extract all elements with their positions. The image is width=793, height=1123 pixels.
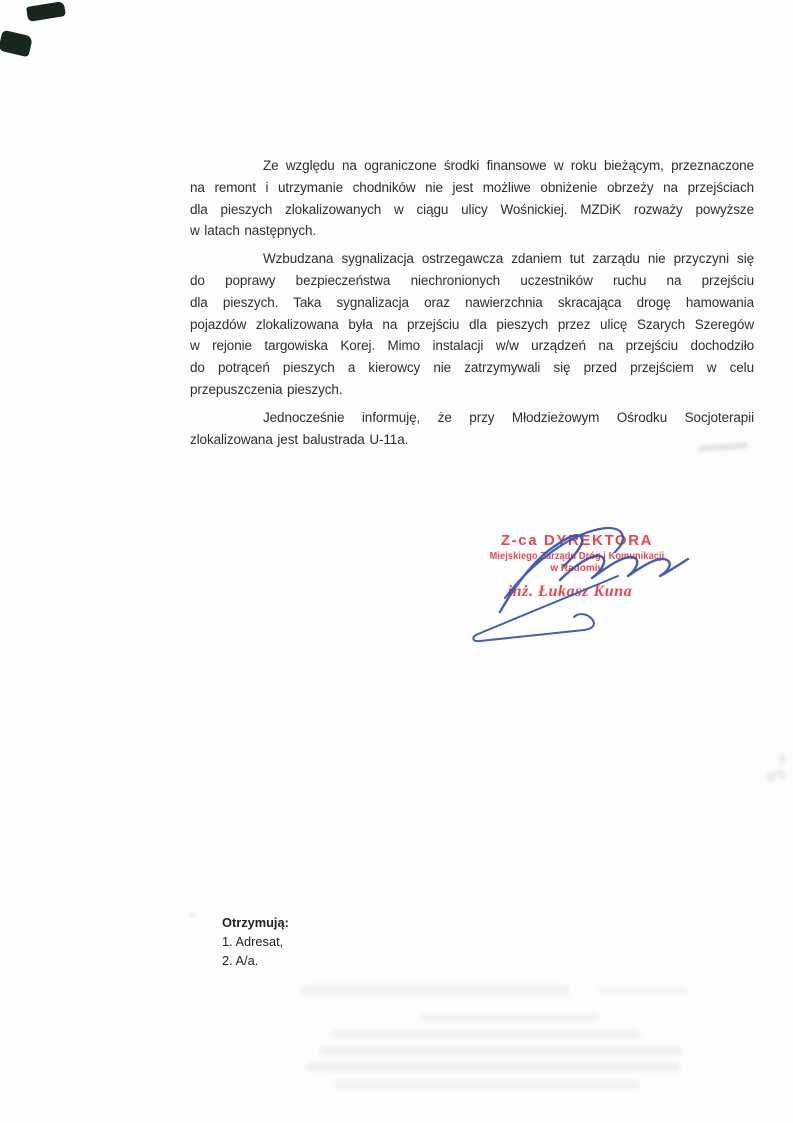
body-line: do potrąceń pieszych a kierowcy nie zatrzymywali się przed przejściem w celu (190, 360, 754, 376)
scan-artifact-mark (0, 30, 33, 57)
distribution-item: 2. A/a. (222, 952, 259, 968)
scan-speckle (754, 743, 780, 771)
body-line: dla pieszych. Taka sygnalizacja oraz nawierzchnia skracająca drogę hamowania (190, 294, 754, 310)
body-line: Ze względu na ograniczone środki finansowe w roku bieżącym, przeznaczone (263, 158, 754, 173)
bleed-through-smudge (318, 1046, 683, 1056)
body-line: do poprawy bezpieczeństwa niechronionych uczestników ruchu na przejściu (190, 272, 754, 288)
bleed-through-smudge (420, 1013, 600, 1021)
distribution-item: 1. Adresat, (222, 933, 284, 949)
body-line: w rejonie targowiska Korej. Mimo instalacji w/w urządzeń na przejściu dochodziło (190, 338, 754, 354)
stamp-title: Z-ca DYREKTORA (500, 532, 654, 549)
bleed-through-smudge (300, 985, 570, 995)
paragraph (190, 248, 754, 401)
body-line: w latach następnych. (190, 223, 317, 239)
body-line: zlokalizowana jest balustrada U-11a. (190, 431, 409, 447)
bleed-through-smudge (330, 1030, 640, 1039)
handwritten-signature (440, 515, 720, 660)
paragraph (190, 155, 754, 242)
stamp-signer-name: inż. Łukasz Kuna (507, 583, 633, 600)
scan-artifact-mark (26, 1, 66, 22)
stamp-location: w Radomiu (550, 563, 604, 574)
distribution-list (222, 914, 289, 970)
stamp-organization: Miejskiego Zarządu Dróg i Komunikacji (489, 551, 665, 562)
bleed-through-smudge (598, 987, 688, 995)
bleed-through-smudge (334, 1080, 639, 1090)
distribution-heading: Otrzymują: (222, 915, 289, 930)
scan-speckle (190, 913, 195, 917)
body-line: przepuszczenia pieszych. (190, 381, 343, 397)
body-line: dla pieszych zlokalizowanych w ciągu ulicy Wośnickiej. MZDiK rozważy powyższe (190, 201, 754, 217)
body-line: Wzbudzana sygnalizacja ostrzegawcza zdaniem tut zarządu nie przyczyni się (263, 251, 754, 267)
bleed-through-smudge (306, 1062, 681, 1072)
body-line: na remont i utrzymanie chodników nie jest możliwe obniżenie obrzeży na przejściach (190, 179, 754, 195)
letter-body (190, 155, 754, 450)
body-line: Jednocześnie informuję, że przy Młodzieżowym Ośrodku Socjoterapii (263, 409, 754, 425)
paragraph (190, 407, 754, 451)
body-line: pojazdów zlokalizowana była na przejściu dla pieszych przez ulicę Szarych Szeregów (190, 316, 754, 332)
